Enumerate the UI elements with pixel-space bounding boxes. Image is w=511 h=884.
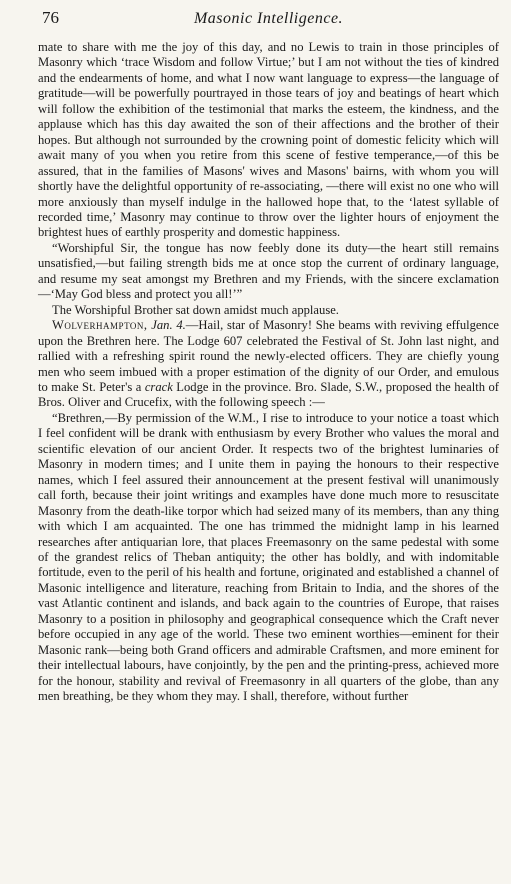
paragraph-continuation: mate to share with me the joy of this day, and no Lewis to train in those principles of Masonry which ‘trace Wisdom and follow Virtue;’ but I am not without the ties of kindred and the endearments of home, and what I now want language to express—the language of gratitude—will be powerfully pourtrayed in those tears of joy and beatings of heart which will follow the exhibition of the testimonial that marks the esteem, the kindness, and the applause which has this day awaited the son of their affections and the brother of their hopes. But although not surrounded by the crowning point of domestic felicity which will await many of you when you retire from this scene of festive temperance,—of this be assured, that in the families of Masons' wives and Masons' bairns, with whom you will shortly have the delightful opportunity of re-associating, —there will exist no one who will more anxiously than myself indulge in the hallowed hope that, to the ‘latest syllable of recorded time,’ Masonry may continue to throw over the lighter hours of enjoyment the brightest hues of earthly prosperity and domestic happiness. <box>38 40 499 240</box>
dateline: Jan. 4. <box>151 318 186 333</box>
report-text-end: Lodge in the province. Bro. Slade, S.W., proposed the health of Bros. Oliver and Crucefix, with the following speech :— <box>38 379 499 410</box>
body-text <box>38 40 499 704</box>
page-number: 76 <box>42 8 59 27</box>
paragraph-slade-speech: “Brethren,—By permission of the W.M., I rise to introduce to your notice a toast which I feel confident will be drank with enthusiasm by every Brother who values the moral and scientific elevation of our ancient Order. It respects two of the brightest luminaries of Masonry in modern times; and I unite them in paying the honours to their respective names, which I feel assured their announcement at the present festival will unanimously call forth, because their joint writings and examples have done much more to resuscitate Masonry from the death-like torpor which had seized many of its members, than any thing with which I am acquainted. The one has trimmed the midnight lamp in his learned researches after antiquarian lore, that places Freemasonry on the same pedestal with some of the grandest relics of Theban antiquity; the other has boldly, and with indomitable fortitude, even to the peril of his health and fortune, originated and established a channel of Masonic intelligence and literature, reaching from Britain to India, and the shores of the vast Atlantic continent and islands, and back again to the countries of Europe, that raises Masonry to a position in philosophy and geographical consequence which the Craft never before occupied in any age of the world. These two eminent worthies—eminent for their Masonic rank—being both Grand officers and admirable Craftsmen, and more eminent for their intellectual labours, have conjointly, by the pen and the printing-press, achieved more for the honour, stability and revival of Freemasonry in all quarters of the globe, than any men breathing, be they whom they may. I shall, therefore, without further <box>38 410 499 704</box>
emphasis-word: crack <box>144 379 173 394</box>
place-name: Wolverhampton, <box>52 318 148 333</box>
report-text: —Hail, star of Masonry! She beams with reviving effulgence upon the Brethren here. The Lodge 607 celebrated the Festival of St. John last night, and rallied with a refreshing spirit round the newly-elected officers. They are chiefly young men who seem imbued with a proper estimation of the dignity of our Order, and emulous to make St. Peter's a <box>38 318 499 394</box>
paragraph-applause: The Worshipful Brother sat down amidst much applause. <box>52 302 339 317</box>
paragraph-closing-speech: “Worshipful Sir, the tongue has now feebly done its duty—the heart still remains unsatisfied,—but failing strength bids me at once stop the current of ordinary language, and resume my seat amongst my Brethren and my Friends, with the sincere exclamation—‘May God bless and protect you all!’” <box>38 240 499 302</box>
page-header <box>38 6 499 40</box>
paragraph-wolverhampton-report <box>38 318 499 411</box>
running-title: Masonic Intelligence. <box>193 10 344 27</box>
